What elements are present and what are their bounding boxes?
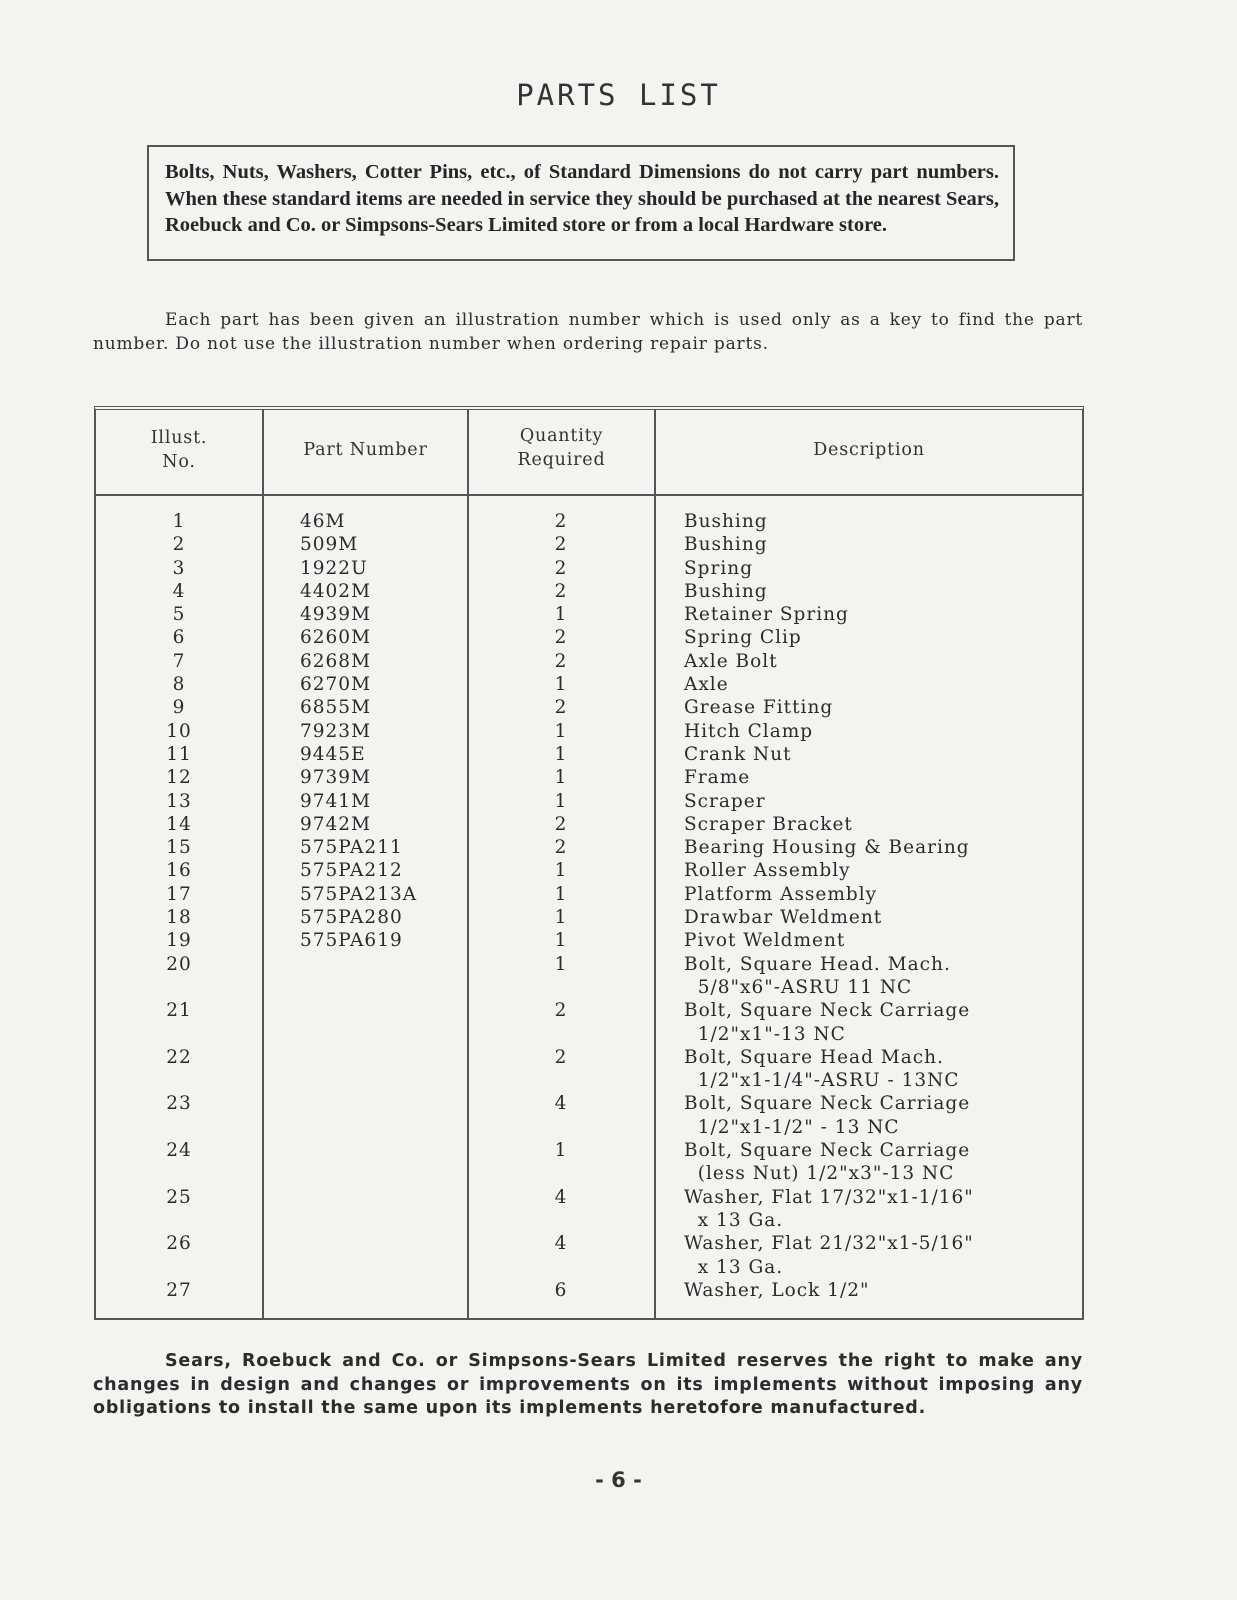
table-row xyxy=(96,626,1082,649)
table-row xyxy=(96,1046,1082,1093)
quantity-cell: 2 xyxy=(554,557,568,579)
table-row xyxy=(96,557,1082,580)
part-number-cell: 1922U xyxy=(300,557,368,579)
illust-number-cell: 18 xyxy=(166,907,192,929)
quantity-cell: 6 xyxy=(554,1279,568,1301)
table-row xyxy=(96,510,1082,533)
illust-number-cell: 2 xyxy=(172,534,186,556)
description-cell: Platform Assembly xyxy=(684,883,878,905)
description-cell: Drawbar Weldment xyxy=(684,907,883,929)
table-row xyxy=(96,906,1082,929)
part-number-cell: 575PA280 xyxy=(300,907,403,929)
standard-parts-notice: Bolts, Nuts, Washers, Cotter Pins, etc., of Standard Dimensions do not carry part numbers. When these standard items are needed in service they should be purchased at the nearest Sears, Roebuck and Co. or Simpsons-Sears Limited store or from a local Hardware store. xyxy=(147,145,1015,261)
illust-number-cell: 25 xyxy=(166,1186,192,1208)
illust-number-cell: 10 xyxy=(166,720,192,742)
description-cell: Bolt, Square Head. Mach. 5/8"x6"-ASRU 11 NC xyxy=(684,953,951,998)
part-number-cell: 9742M xyxy=(300,813,372,835)
illust-number-cell: 14 xyxy=(166,813,192,835)
quantity-cell: 2 xyxy=(554,580,568,602)
quantity-cell: 2 xyxy=(554,534,568,556)
description-cell: Spring Clip xyxy=(684,627,802,649)
header-quantity: Quantity Required xyxy=(517,426,606,470)
illust-number-cell: 16 xyxy=(166,860,192,882)
table-row xyxy=(96,1186,1082,1233)
description-cell: Washer, Flat 21/32"x1-5/16" x 13 Ga. xyxy=(684,1233,974,1278)
description-cell: Bushing xyxy=(684,580,768,602)
table-row xyxy=(96,580,1082,603)
part-number-cell: 6270M xyxy=(300,674,372,696)
description-cell: Bolt, Square Neck Carriage (less Nut) 1/2"x3"-13 NC xyxy=(684,1140,971,1185)
header-divider xyxy=(96,494,1082,496)
quantity-cell: 2 xyxy=(554,1000,568,1022)
description-cell: Spring xyxy=(684,557,754,579)
quantity-cell: 2 xyxy=(554,837,568,859)
quantity-cell: 2 xyxy=(554,627,568,649)
description-cell: Hitch Clamp xyxy=(684,720,814,742)
quantity-cell: 1 xyxy=(554,767,568,789)
table-row xyxy=(96,650,1082,673)
description-cell: Crank Nut xyxy=(684,743,792,765)
part-number-cell: 575PA211 xyxy=(300,837,403,859)
part-number-cell: 575PA213A xyxy=(300,883,418,905)
part-number-cell: 9445E xyxy=(300,743,366,765)
header-illust-no: Illust. No. xyxy=(150,428,208,472)
quantity-cell: 1 xyxy=(554,860,568,882)
quantity-cell: 1 xyxy=(554,1140,568,1162)
illust-number-cell: 26 xyxy=(166,1233,192,1255)
illust-number-cell: 21 xyxy=(166,1000,192,1022)
page-number: - 6 - xyxy=(595,1468,642,1492)
quantity-cell: 2 xyxy=(554,650,568,672)
part-number-cell: 7923M xyxy=(300,720,372,742)
description-cell: Bearing Housing & Bearing xyxy=(684,837,970,859)
description-cell: Scraper xyxy=(684,790,766,812)
quantity-cell: 2 xyxy=(554,1046,568,1068)
illust-number-cell: 3 xyxy=(172,557,186,579)
table-row xyxy=(96,953,1082,1000)
table-row xyxy=(96,696,1082,719)
table-row xyxy=(96,929,1082,952)
description-cell: Axle Bolt xyxy=(684,650,778,672)
table-row xyxy=(96,1092,1082,1139)
part-number-cell: 46M xyxy=(300,511,346,532)
table-row xyxy=(96,790,1082,813)
description-cell: Axle xyxy=(684,674,729,696)
header-description: Description xyxy=(813,440,925,460)
table-row xyxy=(96,813,1082,836)
quantity-cell: 1 xyxy=(554,743,568,765)
description-cell: Retainer Spring xyxy=(684,604,849,626)
parts-table xyxy=(94,406,1084,1320)
quantity-cell: 4 xyxy=(554,1186,568,1208)
illust-number-cell: 4 xyxy=(172,580,186,602)
illust-number-cell: 5 xyxy=(172,604,186,626)
table-row xyxy=(96,533,1082,556)
illust-number-cell: 20 xyxy=(166,953,192,975)
table-row xyxy=(96,1279,1082,1302)
quantity-cell: 2 xyxy=(554,697,568,719)
quantity-cell: 2 xyxy=(554,813,568,835)
illust-number-cell: 6 xyxy=(172,627,186,649)
header-part-number: Part Number xyxy=(303,440,428,460)
table-row xyxy=(96,859,1082,882)
quantity-cell: 1 xyxy=(554,883,568,905)
part-number-cell: 9739M xyxy=(300,767,372,789)
quantity-cell: 1 xyxy=(554,604,568,626)
part-number-cell: 6268M xyxy=(300,650,372,672)
quantity-cell: 1 xyxy=(554,720,568,742)
description-cell: Grease Fitting xyxy=(684,697,834,719)
description-cell: Bolt, Square Neck Carriage 1/2"x1-1/2" - 13 NC xyxy=(684,1093,971,1138)
table-row xyxy=(96,603,1082,626)
table-row xyxy=(96,836,1082,859)
description-cell: Washer, Lock 1/2" xyxy=(684,1279,870,1301)
illust-number-cell: 17 xyxy=(166,883,192,905)
part-number-cell: 9741M xyxy=(300,790,372,812)
table-row xyxy=(96,766,1082,789)
quantity-cell: 1 xyxy=(554,930,568,952)
quantity-cell: 4 xyxy=(554,1233,568,1255)
table-row xyxy=(96,883,1082,906)
part-number-cell: 509M xyxy=(300,534,359,556)
illust-number-cell: 15 xyxy=(166,837,192,859)
table-row xyxy=(96,743,1082,766)
illust-number-cell: 27 xyxy=(166,1279,192,1301)
description-cell: Scraper Bracket xyxy=(684,813,853,835)
table-row xyxy=(96,673,1082,696)
intro-paragraph: Each part has been given an illustration number which is used only as a key to find the part number. Do not use the illustration number when ordering repair parts. xyxy=(93,310,1083,354)
illust-number-cell: 23 xyxy=(166,1093,192,1115)
quantity-cell: 1 xyxy=(554,953,568,975)
quantity-cell: 4 xyxy=(554,1093,568,1115)
description-cell: Washer, Flat 17/32"x1-1/16" x 13 Ga. xyxy=(684,1186,974,1231)
quantity-cell: 2 xyxy=(554,511,568,532)
page-title: PARTS LIST xyxy=(516,78,721,112)
table-row xyxy=(96,999,1082,1046)
table-row xyxy=(96,1139,1082,1186)
part-number-cell: 575PA212 xyxy=(300,860,403,882)
footer-disclaimer: Sears, Roebuck and Co. or Simpsons-Sears Limited reserves the right to make any changes in design and changes or improvements on its implements without imposing any obligations to install the same upon its implements heretofore manufactured. xyxy=(93,1351,1083,1418)
illust-number-cell: 19 xyxy=(166,930,192,952)
table-row xyxy=(96,720,1082,743)
illust-number-cell: 1 xyxy=(172,511,186,532)
illust-number-cell: 8 xyxy=(172,674,186,696)
description-cell: Bushing xyxy=(684,511,768,532)
description-cell: Pivot Weldment xyxy=(684,930,846,952)
illust-number-cell: 13 xyxy=(166,790,192,812)
illust-number-cell: 24 xyxy=(166,1140,192,1162)
part-number-cell: 575PA619 xyxy=(300,930,403,952)
illust-number-cell: 11 xyxy=(166,743,192,765)
quantity-cell: 1 xyxy=(554,674,568,696)
quantity-cell: 1 xyxy=(554,907,568,929)
table-body xyxy=(96,510,1082,1302)
illust-number-cell: 7 xyxy=(172,650,186,672)
quantity-cell: 1 xyxy=(554,790,568,812)
illust-number-cell: 22 xyxy=(166,1046,192,1068)
part-number-cell: 4402M xyxy=(300,580,372,602)
illust-number-cell: 12 xyxy=(166,767,192,789)
description-cell: Roller Assembly xyxy=(684,860,851,882)
part-number-cell: 4939M xyxy=(300,604,372,626)
part-number-cell: 6260M xyxy=(300,627,372,649)
description-cell: Frame xyxy=(684,767,751,789)
illust-number-cell: 9 xyxy=(172,697,186,719)
description-cell: Bolt, Square Head Mach. 1/2"x1-1/4"-ASRU - 13NC xyxy=(684,1046,960,1092)
description-cell: Bolt, Square Neck Carriage 1/2"x1"-13 NC xyxy=(684,1000,971,1045)
part-number-cell: 6855M xyxy=(300,697,372,719)
table-row xyxy=(96,1232,1082,1279)
description-cell: Bushing xyxy=(684,534,768,556)
